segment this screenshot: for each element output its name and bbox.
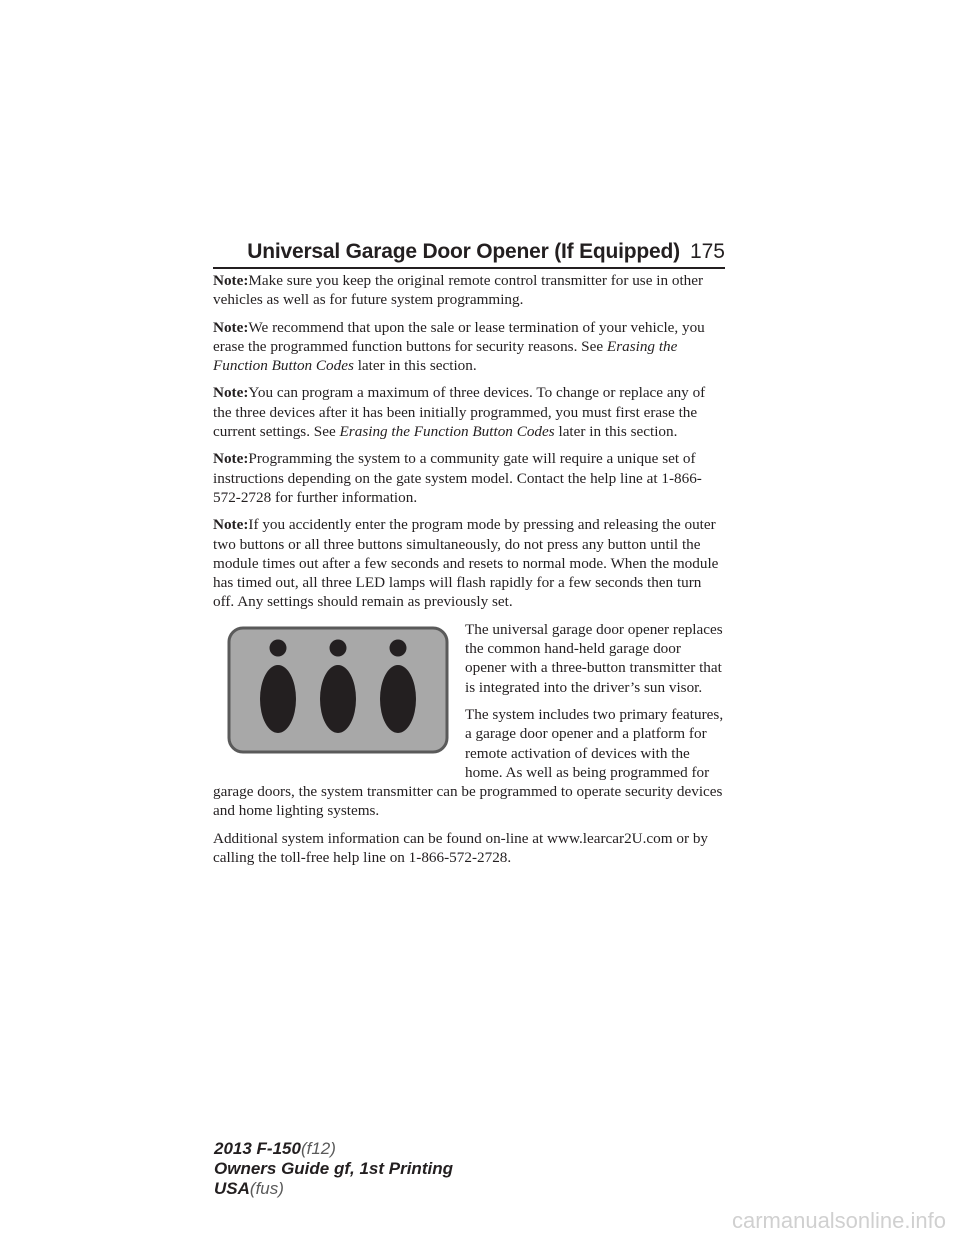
note-text: Make sure you keep the original remote control transmitter for use in other vehicles as well as for future system programming. (213, 272, 704, 309)
led-lamp-icon (270, 639, 287, 656)
page-footer (214, 1139, 453, 1199)
function-button-icon (320, 665, 356, 733)
footer-market-code: (fus) (249, 1179, 284, 1198)
note-label: Note: (213, 318, 249, 336)
cross-reference-erasing: Erasing the Function Button Codes (339, 423, 555, 441)
garage-opener-transmitter-illustration (227, 626, 449, 754)
footer-model: 2013 F-150 (214, 1139, 301, 1158)
note-erase-on-sale (213, 318, 725, 376)
function-button-icon (260, 665, 296, 733)
header-rule (213, 267, 725, 269)
cross-reference-erasing: Erasing the Function Button Codes (213, 337, 678, 375)
paragraph-features: The system includes two primary features, a garage door opener and a platform for remote activation of devices with the home. As well as being programmed for garage doors, the system transmitter can be programmed to operate security devices and home lighting systems. (213, 705, 724, 820)
note-label: Note: (213, 384, 249, 402)
note-text: later in this section. (554, 423, 678, 441)
page-content (213, 271, 725, 875)
transmitter-figure (213, 620, 455, 778)
note-label: Note: (213, 272, 249, 289)
paragraph-help-line: Additional system information can be found on-line at www.learcar2U.com or by calling the toll-free help line on 1-866-572-2728. (213, 829, 709, 867)
site-watermark: carmanualsonline.info (731, 1208, 946, 1233)
footer-printing: Owners Guide gf, 1st Printing (214, 1159, 453, 1178)
note-text: later in this section. (353, 357, 477, 375)
footer-model-code: (f12) (300, 1139, 336, 1158)
note-maximum-devices (213, 383, 725, 441)
paragraph-overview: The universal garage door opener replaces the common hand-held garage door opener with a three-button transmitter that is integrated into the driver’s sun visor. (465, 620, 723, 696)
led-lamp-icon (390, 639, 407, 656)
note-community-gate (213, 449, 725, 507)
footer-market: USA (214, 1179, 250, 1198)
note-text: You can program a maximum of three devices. To change or replace any of the three devices after it has been initially programmed, you must first erase the current settings. See (213, 384, 706, 441)
note-label: Note: (213, 450, 249, 468)
note-text: If you accidently enter the program mode by pressing and releasing the outer two buttons or all three buttons simultaneously, do not press any button until the module times out after a few seconds and resets to normal mode. When the module has timed out, all three LED lamps will flash rapidly for a few seconds then turn off. Any settings should remain as previously set. (213, 516, 719, 611)
footer-model-line (214, 1139, 453, 1159)
note-program-mode (213, 515, 725, 611)
footer-market-line (214, 1179, 453, 1199)
page-header (247, 231, 725, 264)
note-label: Note: (213, 516, 249, 534)
note-keep-transmitter (213, 271, 725, 310)
note-text: We recommend that upon the sale or lease termination of your vehicle, you erase the programmed function buttons for security reasons. See (213, 318, 705, 355)
function-button-icon (380, 665, 416, 733)
led-lamp-icon (330, 639, 347, 656)
page-number: 175 (689, 240, 725, 263)
section-title: Universal Garage Door Opener (If Equipped) (247, 240, 680, 263)
note-text: Programming the system to a community gate will require a unique set of instructions depending on the gate system model. Contact the help line at 1-866-572-2728 for further information. (213, 450, 702, 506)
